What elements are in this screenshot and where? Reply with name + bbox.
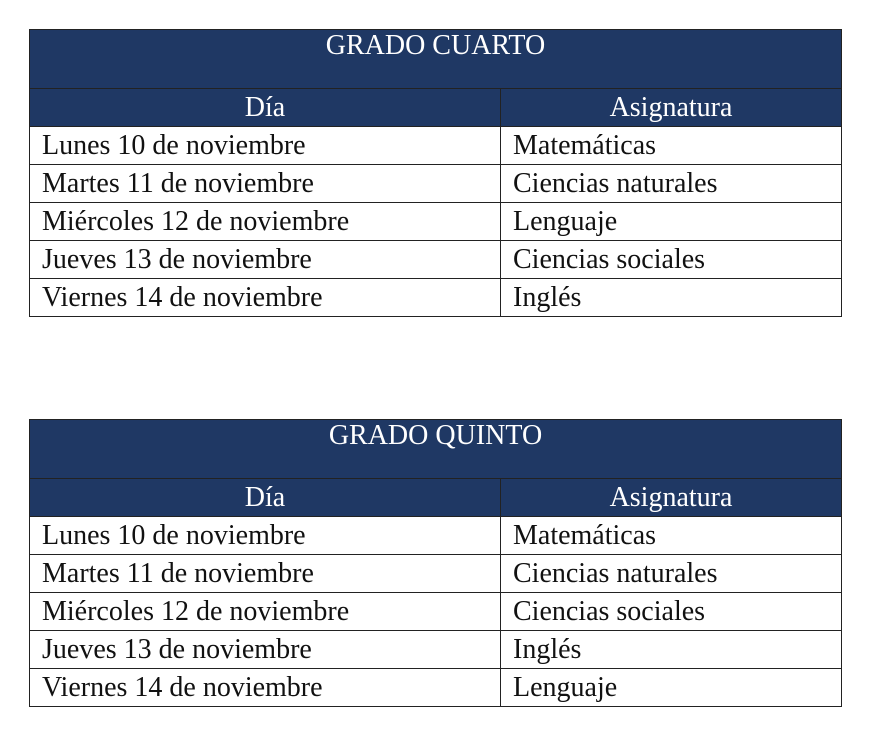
day-cell: Miércoles 12 de noviembre bbox=[30, 203, 501, 241]
subject-cell: Ciencias sociales bbox=[501, 241, 842, 279]
table-row bbox=[30, 555, 842, 593]
column-header-subject: Asignatura bbox=[501, 89, 842, 127]
day-cell: Jueves 13 de noviembre bbox=[30, 241, 501, 279]
subject-cell: Inglés bbox=[501, 631, 842, 669]
table-row bbox=[30, 203, 842, 241]
schedule-table-grado-quinto bbox=[29, 419, 842, 707]
day-cell: Martes 11 de noviembre bbox=[30, 165, 501, 203]
table-row bbox=[30, 669, 842, 707]
day-cell: Lunes 10 de noviembre bbox=[30, 517, 501, 555]
day-cell: Lunes 10 de noviembre bbox=[30, 127, 501, 165]
table-row bbox=[30, 517, 842, 555]
table-row bbox=[30, 631, 842, 669]
subject-cell: Matemáticas bbox=[501, 517, 842, 555]
column-header-day: Día bbox=[30, 89, 501, 127]
subject-cell: Inglés bbox=[501, 279, 842, 317]
subject-cell: Lenguaje bbox=[501, 203, 842, 241]
day-cell: Jueves 13 de noviembre bbox=[30, 631, 501, 669]
day-cell: Martes 11 de noviembre bbox=[30, 555, 501, 593]
table-row bbox=[30, 165, 842, 203]
schedule-table-grado-cuarto bbox=[29, 29, 842, 317]
day-cell: Viernes 14 de noviembre bbox=[30, 669, 501, 707]
subject-cell: Matemáticas bbox=[501, 127, 842, 165]
column-header-day: Día bbox=[30, 479, 501, 517]
column-header-subject: Asignatura bbox=[501, 479, 842, 517]
table-title: GRADO CUARTO bbox=[30, 30, 842, 89]
table-row bbox=[30, 241, 842, 279]
day-cell: Viernes 14 de noviembre bbox=[30, 279, 501, 317]
subject-cell: Ciencias naturales bbox=[501, 555, 842, 593]
day-cell: Miércoles 12 de noviembre bbox=[30, 593, 501, 631]
subject-cell: Ciencias naturales bbox=[501, 165, 842, 203]
table-title: GRADO QUINTO bbox=[30, 420, 842, 479]
table-row bbox=[30, 127, 842, 165]
table-row bbox=[30, 279, 842, 317]
table-row bbox=[30, 593, 842, 631]
subject-cell: Lenguaje bbox=[501, 669, 842, 707]
subject-cell: Ciencias sociales bbox=[501, 593, 842, 631]
